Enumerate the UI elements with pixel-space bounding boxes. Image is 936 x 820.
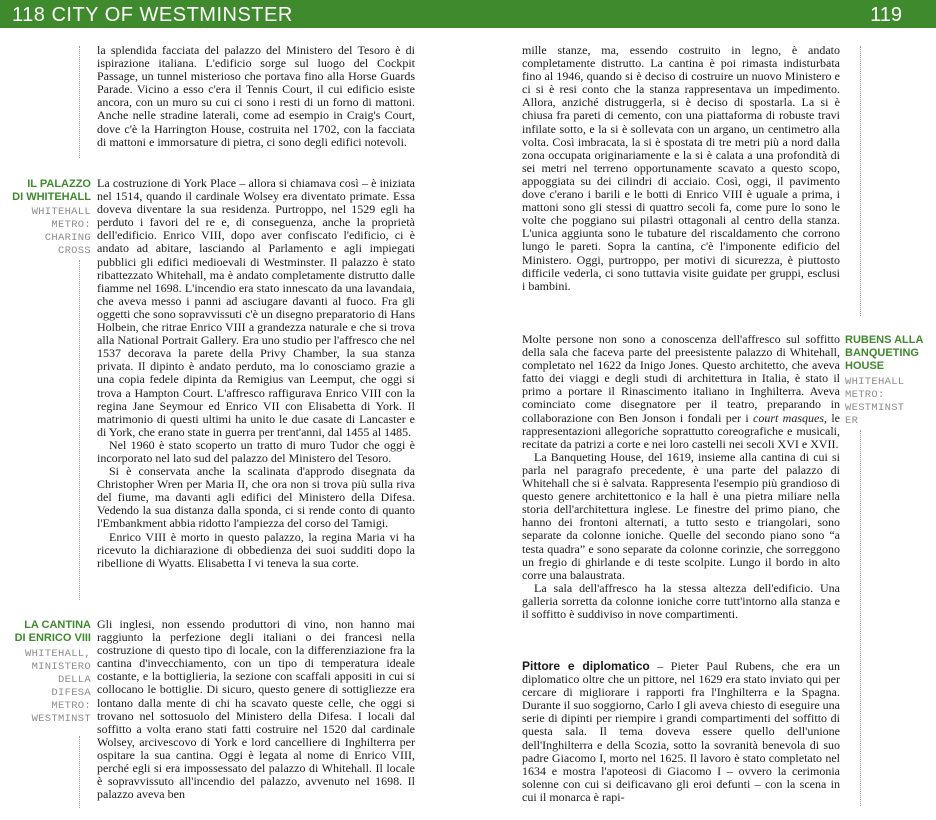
sidebar-meta-palazzo <box>0 206 91 258</box>
sidebar-title-cantina-line2: DI ENRICO VIII <box>14 632 91 644</box>
paragraph: mille stanze, ma, essendo costruito in legno, è andato completamente distrutto. La cantina è poi rimasta indisturbata fino al 1946, quando si è deciso di costruire un nuovo Ministero e ci si è resi conto che la stanza rappresentava un impedimento. Allora, anziché distruggerla, si è deciso di spostarla. La si è chiusa fra pareti di cemento, con una piattaforma di robuste travi infilate sotto, e la si è sollevata con un argano, un centimetro alla volta. Così imbracata, la si è spostata di tre metri più a nord dalla zona occupata originariamente e la si è calata a una profondità di sei metri nel terreno opportunamente scavato a questo scopo, appoggiata su dei cilindri di acciaio. Così, oggi, il pavimento dove c'erano i barili e le botti di Enrico VIII è uguale a prima, i mattoni sono gli stessi di quattro secoli fa, come pure lo sono le volte che poggiano sui pilastri ottagonali al centro della stanza. L'unica aggiunta sono le tubature del riscaldamento che corrono lungo le pareti. Sopra la cantina, c'è l'imponente edificio del Ministero. Oggi, purtroppo, per motivi di sicurezza, è piuttosto difficile vederla, ci sono tuttavia visite guidate per gruppi, esclusi i bambini. <box>522 43 840 293</box>
right-margin-rule-2 <box>860 430 861 806</box>
paragraph: Si è conservata anche la scalinata d'approdo disegnata da Christopher Wren per Maria II, che ora non si trova più sulla riva del fiume, ma davanti agli edifici del Ministero della Difesa. Vedendo la sua distanza dalla sponda, ci si rende conto di quanto l'Embankment abbia ridotto l'ampiezza del corso del Tamigi. <box>97 464 415 531</box>
paragraph: Nel 1960 è stato scoperto un tratto di muro Tudor che oggi è incorporato nel lato sud del palazzo del Ministero del Tesoro. <box>97 437 415 465</box>
paragraph-text: Molte persone non sono a conoscenza dell'affresco sul soffitto della sala che faceva parte del preesistente palazzo di Whitehall, completato nel 1622 da Inigo Jones. Questo architetto, che aveva fatto dei viaggi e degli studi di architettura in Italia, è stato il primo a portare il Rinascimento italiano in Inghilterra. Aveva cominciato come disegnatore per il teatro, preparando in collaborazione con Ben Jonson i fondali per i <box>522 332 840 425</box>
left-column-block-2 <box>97 177 415 570</box>
sidebar-title-palazzo-line2: DI WHITEHALL <box>12 191 91 203</box>
paragraph: Enrico VIII è morto in questo palazzo, la regina Maria vi ha ricevuto la dichiarazione di obbedienza dei suoi sudditi dopo la ribellione di Wyatts. Elisabetta I vi teneva la sua corte. <box>97 529 415 570</box>
right-column-block-1 <box>522 44 840 293</box>
sidebar-meta-line: WESTMINST <box>31 713 91 725</box>
left-column-block-3 <box>97 618 415 801</box>
sidebar-meta-line: WHITEHALL, <box>24 648 91 660</box>
sidebar-meta-line: METRO: <box>51 219 91 231</box>
paragraph-text: – Pieter Paul Rubens, che era un diplomatico oltre che un pittore, nel 1629 era stato inviato qui per cercare di migliorare i rapporti fra l'Inghilterra e la Spagna. Durante il suo soggiorno, Carlo I gli aveva chiesto di eseguire una serie di dipinti per riempire i grandi compartimenti del soffitto di questa sala. Il tema doveva essere quello dell'unione dell'Inghilterra e della Scozia, sotto la sovranità benevola di suo padre Giacomo I, morto nel 1625. Il lavoro è stato completato nel 1634 e mostra l'apoteosi di Giacomo I – ovvero la cerimonia solenne con cui si deificavano gli eroi defunti – con la scena in cui il monarca è rapi- <box>522 659 841 804</box>
sidebar-meta-line: DELLA <box>57 674 91 686</box>
paragraph: La costruzione di York Place – allora si chiamava così – è iniziata nel 1514, quando il cardinale Wolsey era diventato primate. Essa doveva diventare la sua residenza. Purtroppo, nel 1529 egli ha perduto i favori del re e, di conseguenza, anche la proprietà dell'edificio. Enrico VIII, dopo aver confiscato l'edificio, ci è andato ad abitare, lasciando al Parlamento e agli impiegati pubblici gli edifici medioevali di Westminster. Il palazzo è stato ribattezzato Whitehall, ma è andato completamente distrutto dalle fiamme nel 1698. L'incendio era stato innescato da una lavandaia, che aveva messo i panni ad asciugare davanti al fuoco. Fra gli oggetti che sono sopravvissuti c'è un disegno preparatorio di Hans Holbein, che ritrae Enrico VIII a grandezza naturale e che si trova alla National Portrait Gallery. Era uno studio per l'affresco che nel 1537 decorava la parete della Privy Chamber, la sua stanza privata. Il dipinto è andato perduto, ma lo conosciamo grazie a una copia fedele dipinta da Remigius van Leemput, che oggi si trova a Hampton Court. L'affresco raffigurava Enrico VIII con la regina Jane Seymour ed Enrico VII con Elisabetta di York. Il matrimonio di questi ultimi ha unito le due casate di Lancaster e di York, che erano state in guerra per trent'anni, dal 1455 al 1485. <box>97 176 415 439</box>
paragraph <box>522 333 840 451</box>
left-margin-rule-1 <box>79 46 80 158</box>
sidebar-title-cantina <box>0 619 91 645</box>
sidebar-meta-line: DIFESA <box>51 687 91 699</box>
sidebar-meta-line: CHARING <box>44 232 91 244</box>
sidebar-meta-rubens <box>845 376 935 428</box>
page-header-bar <box>0 0 936 28</box>
sidebar-title-rubens-line2: BANQUETING <box>845 347 919 359</box>
sidebar-title-palazzo-line1: IL PALAZZO <box>27 178 91 190</box>
sidebar-title-cantina-line1: LA CANTINA <box>24 619 91 631</box>
sidebar-title-rubens <box>845 334 935 373</box>
right-column-block-3 <box>522 660 840 804</box>
sidebar-meta-line: WHITEHALL <box>845 376 905 388</box>
italic-term: court masques <box>753 410 825 425</box>
paragraph: La sala dell'affresco ha la stessa altezza dell'edificio. Una galleria sorretta da colonne ioniche corre tutt'intorno alla stanza e il soffitto è suddiviso in nove compartimenti. <box>522 580 840 621</box>
left-margin-rule-2 <box>79 260 80 600</box>
sidebar-meta-line: METRO: <box>845 389 885 401</box>
paragraph <box>522 660 840 804</box>
sidebar-title-rubens-line3: HOUSE <box>845 360 885 372</box>
right-page-number: 119 <box>870 4 902 26</box>
sidebar-title-palazzo <box>0 178 91 204</box>
paragraph: la splendida facciata del palazzo del Ministero del Tesoro è di ispirazione italiana. L'edificio sorge sul luogo del Cockpit Passage, un tunnel misterioso che portava fino alla Horse Guards Parade. Vicino a esso c'era il Tennis Court, il cui edificio esiste ancora, con un muro su cui ci sono i resti di un forno di mattoni. Anche nelle stradine laterali, come ad esempio in Craig's Court, dove c'è la Harrington House, costruita nel 1702, con la facciata di mattoni e immorsature di pietra, ci sono degli edifici notevoli. <box>97 43 415 149</box>
sidebar-meta-line: CROSS <box>57 245 91 257</box>
right-margin-rule-1 <box>860 46 861 316</box>
sidebar-title-rubens-line1: RUBENS ALLA <box>845 334 924 346</box>
sidebar-meta-line: ER <box>845 415 859 427</box>
sidebar-meta-line: WESTMINST <box>845 402 905 414</box>
sidebar-meta-line: MINISTERO <box>31 661 91 673</box>
paragraph: Gli inglesi, non essendo produttori di vino, non hanno mai raggiunto la perfezione degli italiani o dei francesi nella costruzione di questo tipo di locale, con la differenziazione fra la cantina d'invecchiamento, con un tipo di temperatura ideale costante, e la bottiglieria, la sezione con scaffali appositi in cui si collocano le bottiglie. Di sicuro, questo genere di sottigliezze era lontano dalla mente di chi ha scavato queste celle, che oggi si trovano nel sottosuolo del Ministero della Difesa. I locali dal soffitto a volta erano stati fatti costruire nel 1520 dal cardinale Wolsey, arcivescovo di York e lord cancelliere di Inghilterra per ospitare la sua cantina. Oggi è legata al nome di Enrico VIII, perché egli si era impossessato del palazzo di Whitehall. Il locale è sopravvissuto all'incendio del palazzo, avvenuto nel 1698. Il palazzo aveva ben <box>97 617 415 802</box>
left-column-block-1 <box>97 44 415 149</box>
left-margin-rule-3 <box>79 736 80 808</box>
left-page-running-head: 118 CITY OF WESTMINSTER <box>12 4 293 26</box>
right-column-block-2 <box>522 333 840 621</box>
paragraph: La Banqueting House, del 1619, insieme alla cantina di cui si parla nel paragrafo precedente, è una parte del palazzo di Whitehall che si è salvata. Rappresenta l'esempio più grandioso di questo genere architettonico e la hall è una pietra miliare nella storia dell'architettura inglese. Le finestre del primo piano, che hanno dei frontoni alternati, a tutto sesto e triangolari, sono separate da colonne ioniche. Quelle del secondo piano sono “a testa quadra” e sono separate da colonne corinzie, che sorreggono un fregio di ghirlande e di teste scolpite. Lungo il bordo in alto corre una balaustrata. <box>522 449 840 582</box>
paragraph-lead: Pittore e diplomatico <box>522 659 650 673</box>
paragraph-text: , le rappresentazioni allegoriche soprattutto coreografiche e musicali, recitate da patrizi a corte e nei loro castelli nei secoli XVI e XVII. <box>522 410 840 451</box>
sidebar-meta-line: WHITEHALL <box>31 206 91 218</box>
sidebar-meta-cantina <box>0 648 91 726</box>
sidebar-meta-line: METRO: <box>51 700 91 712</box>
